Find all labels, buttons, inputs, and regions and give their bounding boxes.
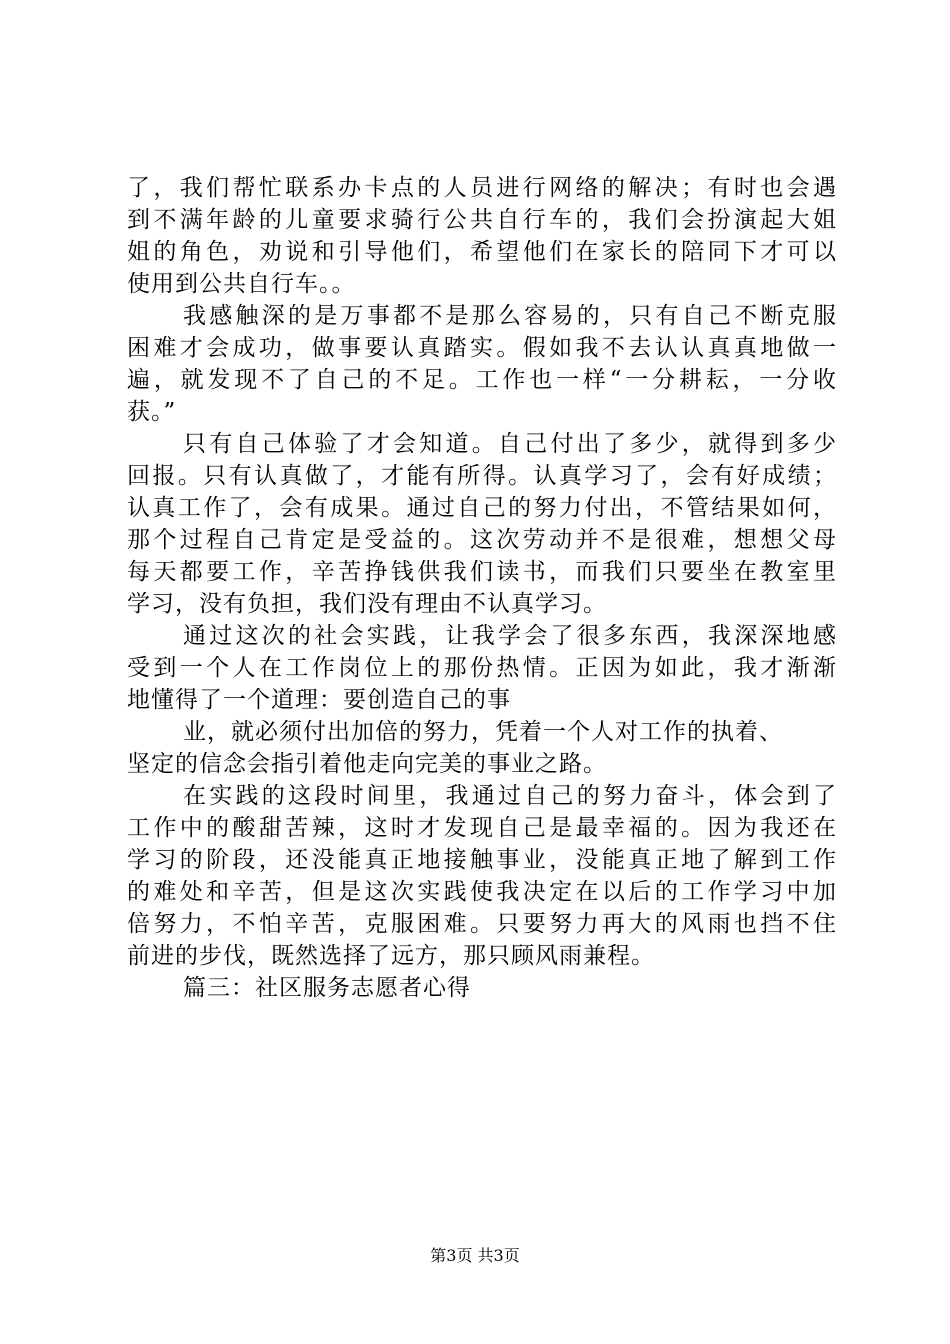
text-line: 受到一个人在工作岗位上的那份热情。正因为如此，我才渐渐: [127, 655, 837, 681]
text-line: 困难才会成功，做事要认真踏实。假如我不去认认真真地做一: [127, 335, 837, 361]
page-footer: 第3页 共3页: [430, 1246, 520, 1265]
text-line: 姐的角色，劝说和引导他们，希望他们在家长的陪同下才可以: [127, 239, 837, 265]
text-line: 回报。只有认真做了，才能有所得。认真学习了，会有好成绩；: [127, 463, 837, 489]
text-line: 通过这次的社会实践，让我学会了很多东西，我深深地感: [183, 623, 837, 649]
text-line: 坚定的信念会指引着他走向完美的事业之路。: [127, 751, 607, 777]
text-line: 使用到公共自行车。。: [127, 271, 356, 297]
text-line: 到不满年龄的儿童要求骑行公共自行车的，我们会扮演起大姐: [127, 207, 837, 233]
text-line: 认真工作了，会有成果。通过自己的努力付出，不管结果如何，: [127, 495, 837, 521]
text-line: 那个过程自己肯定是受益的。这次劳动并不是很难，想想父母: [127, 527, 837, 553]
text-line: 业，就必须付出加倍的努力，凭着一个人对工作的执着、: [183, 719, 783, 745]
document-body: [127, 172, 837, 1004]
text-line: 学习，没有负担，我们没有理由不认真学习。: [127, 591, 607, 617]
text-line: 学习的阶段，还没能真正地接触事业，没能真正地了解到工作: [127, 847, 837, 873]
text-line: 的难处和辛苦，但是这次实践使我决定在以后的工作学习中加: [127, 879, 837, 905]
text-line: 在实践的这段时间里，我通过自己的努力奋斗，体会到了: [183, 783, 837, 809]
text-line: 每天都要工作，辛苦挣钱供我们读书，而我们只要坐在教室里: [127, 559, 837, 585]
text-line: 工作中的酸甜苦辣，这时才发现自己是最幸福的。因为我还在: [127, 815, 837, 841]
text-line: 篇三：社区服务志愿者心得: [183, 975, 471, 1001]
text-line: 了，我们帮忙联系办卡点的人员进行网络的解决；有时也会遇: [127, 175, 837, 201]
text-line: 我感触深的是万事都不是那么容易的，只有自己不断克服: [183, 303, 837, 329]
text-line: 遍，就发现不了自己的不足。工作也一样“一分耕耘，一分收: [127, 367, 837, 393]
text-line: 获。”: [127, 399, 177, 425]
text-line: 倍努力，不怕辛苦，克服困难。只要努力再大的风雨也挡不住: [127, 911, 837, 937]
text-line: 只有自己体验了才会知道。自己付出了多少，就得到多少: [183, 431, 837, 457]
text-line: 地懂得了一个道理：要创造自己的事: [127, 687, 511, 713]
text-line: 前进的步伐，既然选择了远方，那只顾风雨兼程。: [127, 943, 655, 969]
